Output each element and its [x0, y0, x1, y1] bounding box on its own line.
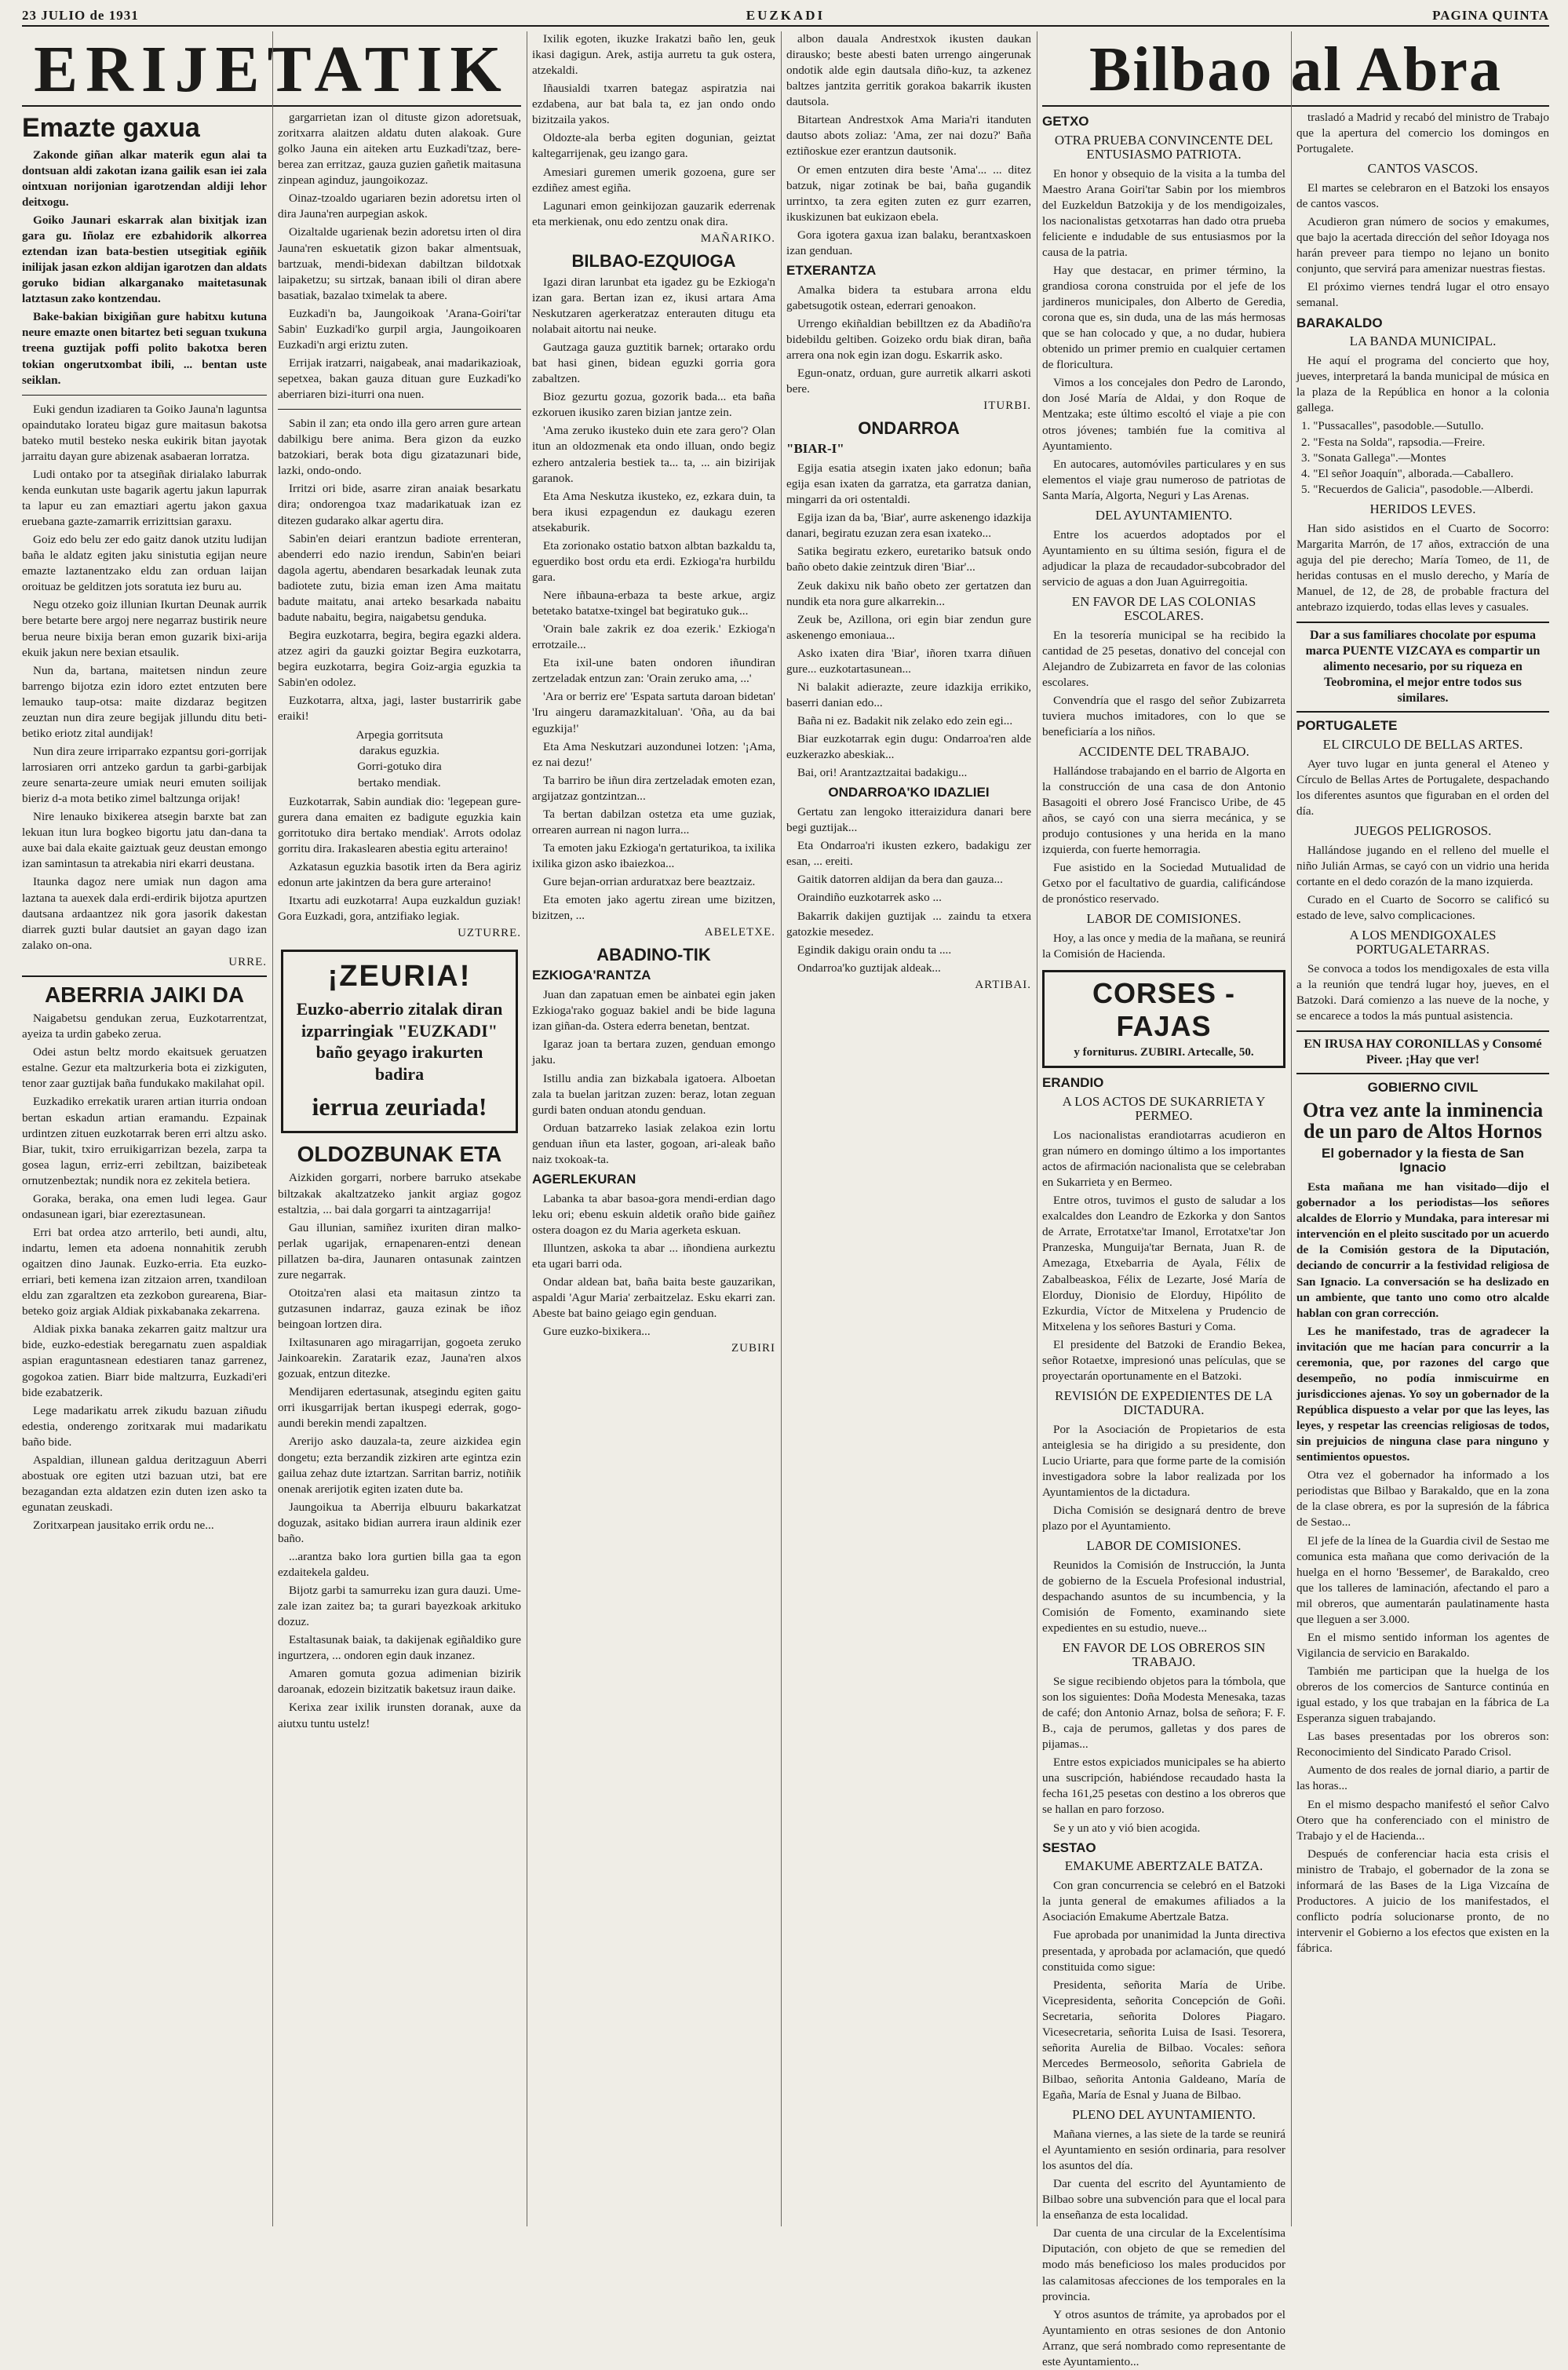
article-paragraph: Errijak iratzarri, naigabeak, anai madarikazioak, sepetxea, bakan gauza dituan gure Euzkadi'ko aberriaren bizi-iturri ona nuen. [278, 356, 521, 402]
article-paragraph: Irritzi ori bide, asarre ziran anaiak besarkatu dira; ondorengoa txaz madarikatuak izan ez ditezen gudarako alkar agertu dira. [278, 482, 521, 527]
ad-title: ¡ZEURIA! [327, 960, 472, 994]
article-paragraph: Gautzaga gauza guztitik barnek; ortarako ordu bat hasi ginen, bidean eguzki gorria gora zabaltzen. [532, 341, 775, 386]
article-paragraph: Ixilik egoten, ikuzke Irakatzi baño len, geuk ikasi dagigun. Arek, astija aurretu ta guk ostera, atzekaldi. [532, 32, 775, 78]
article-paragraph: Mendijaren edertasunak, atsegindu egiten gaitu orri ikusgarrijak bertan ikuspegi ederrak, gogo-aundi berekin mendi zapaltzen. [278, 1385, 521, 1431]
column-rule [272, 31, 273, 2226]
article-paragraph: Bake-bakian bixigiñan gure habitxu kutuna neure emazte onen bitartez beti seguan txukuna treena guztijak poffi polito bakotxa beren tokian ongerutxombat ibili, ... bentan uste seiklan. [22, 310, 267, 387]
article-paragraph: Nun da, bartana, maitetsen nindun zeure barrengo bijotza ezin idoro eztet entzuten bere lemauko taup-otsa: maite dizdaraz begitzen zeuztan nun dira zeure begijak jillundu ditu beti-betiko eriotz zital aundijak! [22, 663, 267, 740]
section-heading-gobierno-civil: GOBIERNO CIVIL [1367, 1080, 1479, 1096]
article-paragraph: Illuntzen, askoka ta abar ... iñondiena aurkeztu eta ugari barri oda. [532, 1241, 775, 1271]
locality-heading-erandio: ERANDIO [1042, 1075, 1104, 1091]
article-paragraph: Arerijo asko dauzala-ta, zeure aizkidea egin dongetu; ezta berzandik zizkiren arte egintza ezin gailua zehaz dute iztartzan. Sarritan barriz, notiñik onenak arerijotik egiten izaten dute ba. [278, 1435, 521, 1496]
article-paragraph: Gertatu zan lengoko itteraizidura danari bere begi guztijak... [786, 805, 1031, 835]
article-paragraph: albon dauala Andrestxok ikusten daukan dirausko; beste abesti baten urrengo aingerunak ondotik alde egin dautsala diño-kuz, ta azkenez baltzes jantzita gerritik gorakoa bakarrik ikusten dautsola. [786, 32, 1031, 109]
article-byline: ABELETXE. [704, 926, 775, 939]
article-title-oldozbunak-eta: OLDOZBUNAK ETA [297, 1142, 502, 1167]
column-1 [22, 110, 267, 2226]
article-paragraph: Dar cuenta de una circular de la Excelentísima Diputación, con objeto de que se remedien del modo más beneficioso los males producidos por las calamitosas afecciones de los temporales en la provincia. [1042, 2226, 1285, 2303]
article-paragraph: Zoritxarpean jausitako errik ordu ne... [33, 1519, 214, 1533]
article-title: LABOR DE COMISIONES. [1086, 1538, 1242, 1554]
article-paragraph: Biar euzkotarrak egin dugu: Ondarroa'ren alde euzkerazko abeskiak... [786, 732, 1031, 762]
article-paragraph: Vimos a los concejales don Pedro de Larondo, don José María de Aldai, y don Roque de Mentzaka; este último escoltó el viaje a pie con otros jóvenes; también fue la comitiva al Ayuntamiento. [1042, 376, 1285, 453]
article-paragraph: Euzkadi'n ba, Jaungoikoak 'Arana-Goiri'tar Sabin' Euzkadi'ko gurpil argia, Jaungoikoaren Euzkadi'n argi eriztu zuten. [278, 306, 521, 352]
column-2 [278, 110, 521, 2226]
article-paragraph: Ixiltasunaren ago miragarrijan, gogoeta zeruko Jainkoarekin. Zaratarik ezaz, Jauna'ren alxos gozuak, entzun ditezke. [278, 1336, 521, 1381]
article-paragraph: En el mismo despacho manifestó el señor Calvo Otero que ha conferenciado con el ministro de Trabajo y el de Hacienda... [1296, 1797, 1549, 1843]
article-title-emazte-gaxua: Emazte gaxua [22, 113, 200, 143]
verse-line: bertako mendiak. [358, 775, 441, 789]
article-byline: ITURBI. [983, 399, 1031, 413]
article-paragraph: 'Ara or berriz ere' 'Espata sartuta daroan bidetan' 'Iru aingeru daramazkitaluan'. 'Oña, au da bai eguzkija!' [532, 690, 775, 735]
article-title: EN FAVOR DE LOS OBREROS SIN TRABAJO. [1062, 1640, 1266, 1670]
article-paragraph: Entre estos expiciados municipales se ha abierto una suscripción, habiéndose recaudado hasta la fecha 161,25 pesetas con destino a los obreros que se hallan en paro forzoso. [1042, 1756, 1285, 1817]
column-4 [786, 31, 1031, 2226]
article-subtitle: "BIAR-I" [786, 441, 844, 457]
article-title-ondarroa: ONDARROA [858, 418, 960, 439]
article-paragraph: Euzkotarra, altxa, jagi, laster bustarririk gabe eraiki! [278, 694, 521, 724]
article-paragraph: Itxartu adi euzkotarra! Aupa euzkaldun guziak! Gora Euzkadi, gora, antzifiako legiak. [278, 893, 521, 923]
article-paragraph: Gora igotera gaxua izan balaku, berantxaskoen izan genduan. [786, 228, 1031, 257]
article-title: EN FAVOR DE LAS COLONIAS ESCOLARES. [1071, 593, 1256, 623]
program-item: 1. "Pussacalles", pasodoble.—Sutullo. [1301, 419, 1484, 433]
locality-heading-getxo: GETXO [1042, 114, 1089, 129]
article-title: LA BANDA MUNICIPAL. [1349, 334, 1497, 349]
article-paragraph: Goiko Jaunari eskarrak alan bixitjak izan gara gu. Iñolaz ere ezbahidorik alkorrea eztendan izan bata-bestien utsegitiak egiñik inilijak jasan ezkon aldijan igarotzen dan aldats goruko bidian alkarganako maitetasunak latztasun zako kontzendau. [22, 213, 267, 306]
article-paragraph: 'Ama zeruko ikusteko duin ete zara gero'? Olan itun an oldozmenak eta ondo illuan, ondo begiz ezhero antzaleria bestiek ta... ta, ... ain bizirijak garanok. [532, 424, 775, 485]
divider [22, 395, 267, 396]
article-paragraph: Entre los acuerdos adoptados por el Ayuntamiento en su última sesión, figura el de adjudicar la plaza de recaudador-subcobrador del servicio de aguas a don Juan Aguirregoitia. [1042, 527, 1285, 589]
article-paragraph: Estaltasunak baiak, ta dakijenak egiñaldiko gure ingurtzera, ... ondoren egin dauk inzanez. [278, 1633, 521, 1663]
article-paragraph: Urrengo ekiñaldian bebilltzen ez da Abadiño'ra bidebildu geltiben. Goizeko ordu biak diran, baña arrera ona nok egin izan dogu. Eskarrik asko. [786, 316, 1031, 362]
article-paragraph: Begira euzkotarra, begira, begira egazki aldera. atzez agiri da gauzki goiztar Begira euzkotarra, begira euzkotarra, begira Goiz-argia eguzkia ta Sabin'en odolez. [278, 628, 521, 690]
masthead-paper-name: EUZKADI [746, 8, 826, 23]
article-paragraph: Y otros asuntos de trámite, ya aprobados por el Ayuntamiento en otras sesiones de don Antonio Arranz, que será nombrado como representante de este Ayuntamiento... [1042, 2307, 1285, 2368]
article-paragraph: Kerixa zear ixilik irunsten doranak, auxe da aiutxu tuntu ustelz! [278, 1701, 521, 1730]
article-paragraph: Hay que destacar, en primer término, la grandiosa corona construida por el jefe de los jardineros municipales, don Alberto de Geredia, corona que es, sin duda, una de las más hermosas que se han colocado y que, a no dudar, hubiera obtenido un primer premio en cualquier certamen de floricultura. [1042, 263, 1285, 372]
article-paragraph: Oraindiño euzkotarrek asko ... [797, 891, 942, 905]
article-paragraph: Jaungoikua ta Aberrija elbuuru bakarkatzat doguzak, asitako bidian aurrera iraun aldinik ezer baño. [278, 1500, 521, 1545]
article-paragraph: Oldozte-ala berba egiten dogunian, geiztat kaltegarrijenak, geu izango gara. [532, 131, 775, 161]
article-paragraph: Bai, ori! Arantzaztzaitai badakigu... [797, 766, 968, 780]
article-paragraph: Naigabetsu gendukan zerua, Euzkotarrentzat, ayeiza ta urdin gabeko zerua. [22, 1012, 267, 1041]
locality-heading-sestao: SESTAO [1042, 1839, 1096, 1855]
article-subtitle: ETXERANTZA [786, 262, 877, 278]
article-paragraph: Aldiak pixka banaka zekarren gaitz maltzur ura bide, euzko-edestiak beregarnatu zuen aspaldiak aspian eraguntasnean edestiaren tanaz garrenez, gogokoa zatien. Biarr bide maltzurra, Euzkadi'eri bide ezabatzerik. [22, 1322, 267, 1399]
article-byline: ARTIBAI. [975, 978, 1031, 991]
article-title: CANTOS VASCOS. [1367, 161, 1479, 177]
masthead-date: 23 JULIO de 1931 [22, 8, 139, 23]
article-paragraph: 'Orain bale zakrik ez doa ezerik.' Ezkioga'n errotzaile... [532, 622, 775, 652]
article-paragraph: Ta emoten jaku Ezkioga'n gertaturikoa, ta ixilika ixilika gizon asko ibaiezkoa... [532, 840, 775, 871]
article-paragraph: Odei astun beltz mordo ekaitsuek geruatzen estalne. Gezur eta maltzurkeria bota ei zizkiguten, tenor zaar guztijak baña fundukako makilahat opil. [22, 1045, 267, 1091]
article-paragraph: Zeuk dakixu nik baño obeto zer gertatzen dan nundik eta nora gure alkarrekin... [786, 578, 1031, 608]
article-paragraph: Goiz edo belu zer edo gaitz danok utzitu ludijan baña le aldatz egiten jaku sinistutia egijan neure emazte laztanentzako eldu zan orduan laijan oroituaz be gelditzen jots soratuta iez buru au. [22, 533, 267, 594]
ad-cta: ierrua zeuriada! [312, 1092, 487, 1121]
article-paragraph: Ni balakit adierazte, zeure idazkija errikiko, baserri danian edo... [786, 680, 1031, 709]
article-title: A LOS ACTOS DE SUKARRIETA Y PERMEO. [1062, 1094, 1266, 1124]
article-title: JUEGOS PELIGROSOS. [1354, 822, 1492, 838]
verse-line: darakus eguzkia. [359, 744, 440, 758]
article-paragraph: Juan dan zapatuan emen be ainbatei egin jaken Ezkioga'rako goguaz bakiel andi be bide laguna izan giñan-da. Ostera ederra benetan, bentzat. [532, 988, 775, 1034]
advertisement-zeuria [281, 950, 518, 1133]
article-paragraph: Eta Ama Neskutza ikusteko, ez, ezkara duin, ta bera ikusi ezpagendun ez daukagu ezeren atsekaburik. [532, 489, 775, 534]
article-paragraph: Oizaltalde ugarienak bezin adoretsu irten ol dira Jauna'ren eskuetatik gizon bakar almentsuak, bartzuak, mendi-bidexan dabiltzan bildotxak laipaketzu; su sirtzak, banaan ibili ol diran abere basatiak, bazalao tximelak ta abere. [278, 225, 521, 302]
article-paragraph: El jefe de la línea de la Guardia civil de Sestao me comunica esta mañana que como derivación de la huelga en el horno 'Bessemer', de Barakaldo, creo que los talleres de laminación, afectando el paro a mil obreros, que aumentarán paulatinamente hasta que lleguen a ser 3.000. [1296, 1533, 1549, 1626]
article-paragraph: Bitartean Andrestxok Ama Maria'ri itanduten dautso abots zoliaz: 'Ama, zer nai dozu?' Baña eztiñoskue ezer erantzun dautsonik. [786, 113, 1031, 159]
article-paragraph: Aspaldian, illunean galdua deritzaguun Aberri abostuak ore egiten utzi bazuan utzi, bat ere bezagandan ezta aldatzen ezin duten izen asko ta egunatan zeuskadi. [22, 1453, 267, 1515]
article-paragraph: Egija izan da ba, 'Biar', aurre askenengo idazkija danari, begiratu ezuzan zera esan ixateko... [786, 511, 1031, 541]
article-paragraph: Goraka, beraka, ona emen ludi legea. Gaur ondasunean igari, biar ezereztasunean. [22, 1191, 267, 1221]
article-paragraph: Les he manifestado, tras de agradecer la invitación que me hacían para concurrir a la ceremonia, que, por razones del cargo que desempeño, no podía inmiscuirme en jurisdicciones ajenas. Yo soy un gobernador de la República dispuesto a velar por que las leyes, las leyes, y respetar las creencias religiosas de todos, sin prejuicios de ninguna clase para ninguno y sentimientos opuestos. [1296, 1324, 1549, 1464]
article-byline: ZUBIRI [731, 1342, 775, 1355]
article-paragraph: Eta Ama Neskutzari auzondunei lotzen: '¡Ama, ez nai dezu!' [532, 739, 775, 769]
masthead-page-number: PAGINA QUINTA [1432, 8, 1549, 23]
article-paragraph: Por la Asociación de Propietarios de esta anteiglesia se ha dirigido a su presidente, don Lucio Uriarte, para que forme parte de la comisión investigadora sobre la labor realizada por los Ayuntamientos de la dictadura. [1042, 1422, 1285, 1499]
article-paragraph: Otoitza'ren alasi eta maitasun zintzo ta gutzasunen indarraz, gauza ezinak be iñoz beingoan lortzen dira. [278, 1285, 521, 1332]
article-paragraph: Se convoca a todos los mendigoxales de esta villa a la reunión que tendrá lugar hoy, jueves, en el Batzoki. Dará comienzo a las nueve de la noche, y se encarece a todos la más puntual asistencia. [1296, 961, 1549, 1023]
article-paragraph: Istillu andia zan bizkabala igatoera. Alboetan zala ta buelan jaritzan zuzen: beraz, lotan zeguan gurdi baten onduan atondu genduan. [532, 1071, 775, 1117]
article-paragraph: Euzkadiko errekatik uraren artian iturria ondoan bertan eskadun artian eramandu. Ezpainak urdintzen zituen euzkotarrak beren erri altzu asko. Biar, tukit, txiro erruikigarrizan bezela, zarpa ta gosea lagun, erriz-erri zebiltzan, baizibeteak ornutzenbeztak; nundik nora ez zekitela betiera. [22, 1095, 267, 1187]
article-byline: UZTURRE. [458, 927, 521, 940]
article-paragraph: gargarrietan izan ol dituste gizon adoretsuak, zoritxarra alaitzen aldatu duten alakoak. Gure golko Jauna ein aiteken artu Euzkadi'tzaz, bere-berea zan erritzaz, gauza guzien gañetik maitasuna zinpean aginduz, jaungoikozaz. [278, 111, 521, 188]
article-subtitle: AGERLEKURAN [532, 1171, 636, 1187]
article-paragraph: Hoy, a las once y media de la mañana, se reunirá la Comisión de Hacienda. [1042, 932, 1285, 961]
article-paragraph: Gaitik datorren aldijan da bera dan gauza... [797, 873, 1003, 887]
article-paragraph: Egindik dakigu orain ondu ta .... [797, 943, 952, 957]
article-paragraph: El presidente del Batzoki de Erandio Bekea, señor Rotaetxe, impresionó unas películas, que se proyectarán oportunamente en el Batzoki. [1042, 1337, 1285, 1383]
article-paragraph: Itaunka dagoz nere umiak nun dagon ama laztana ta auexek dala erdi-erdirik bijotza apurtzen dautsana ardaantzez nik gora jasorik dakestan diarrek guzti bular dautsiet an gayan dago izan zalako on-ona. [22, 875, 267, 952]
section-banner-erijetatik: ERIJETATIK [22, 35, 521, 107]
article-paragraph: Amesiari guremen umerik gozoena, gure ser ezdiñez amest egiña. [532, 165, 775, 195]
article-paragraph: Baña ni ez. Badakit nik zelako edo zein egi... [797, 714, 1013, 728]
article-paragraph: Con gran concurrencia se celebró en el Batzoki la junta general de emakumes afiliados a la Asociación Emakume Abertzale Batza. [1042, 1879, 1285, 1924]
article-paragraph: Zeuk be, Azillona, ori egin biar zendun gure askenengo emoniaua... [786, 612, 1031, 642]
article-title: DEL AYUNTAMIENTO. [1095, 507, 1233, 523]
divider [22, 975, 267, 977]
article-paragraph: Esta mañana me han visitado—dijo el gobernador a los periodistas—los señores alcaldes de Elorrio y Mundaka, para interesar mi intervención en el pleito suscitado por un acuerdo de la Comisión gestora de la Diputación, deciando de concurrir a la festividad religiosa de San Ignacio. La conversación se ha deslizado en un ambiente, que tanto uno como otro alcalde hablan con gran corrección. [1296, 1180, 1549, 1320]
article-paragraph: Después de conferenciar hacia esta crisis el ministro de Trabajo, el gobernador de la zona se informará de las Bases de la Liga Vizcaína de Productores. A juicio de los manifestados, el conflicto podría solucionarse pronto, de no intervenir el Gobierno a los efectos que existen en la fábrica. [1296, 1847, 1549, 1956]
article-title: EL CIRCULO DE BELLAS ARTES. [1322, 736, 1523, 752]
article-title-aberria-jaiki-da: ABERRIA JAIKI DA [44, 982, 245, 1007]
article-paragraph: Igazi diran larunbat eta igadez gu be Ezkioga'n izan gara. Bertan izan ez, ikusi artara Ama Neskutzaren agerkeratzaz enterauten ditugu eta nolabait aitortu nai neuke. [532, 275, 775, 337]
article-paragraph: Egun-onatz, orduan, gure aurretik alkarri askoti bere. [786, 366, 1031, 396]
column-6 [1296, 110, 1549, 2226]
article-paragraph: Zakonde giñan alkar materik egun alai ta dontsuan aldi zakotan izana gailik esan iei zala ointxuan norijonian igarotzendan aldiji lehor deitxogu. [22, 148, 267, 209]
article-paragraph: En honor y obsequio de la visita a la tumba del Maestro Arana Goiri'tar Sabin por los miembros del Euzkeldun Batzokija y de los mendigoizales, los nacionalistas getxotarras han dado otra prueba feliciente e indudable de sus entusiasmos por la causa de la patria. [1042, 166, 1285, 259]
article-title-abadino-tik: ABADINO-TIK [596, 945, 711, 965]
article-paragraph: Or emen entzuten dira beste 'Ama'... ... ditez batzuk, nigar zotinak be bai, baña gugandik urrintxo, ta zera egiten zuten ez gurr ezarren, ikuskizunen bat eukizaon ebela. [786, 162, 1031, 224]
program-item: 4. "El señor Joaquín", alborada.—Caballero. [1301, 466, 1514, 480]
article-paragraph: Ondarroa'ko guztijak aldeak... [797, 961, 941, 975]
article-paragraph: Dar cuenta del escrito del Ayuntamiento de Bilbao sobre una subvención para que el local para la enseñanza de esta localidad. [1042, 2177, 1285, 2222]
article-paragraph: Nun dira zeure irriparrako ezpantsu gori-gorrijak larrosiaren orri antzeko gardun ta garbi-garbijak zeure senarta-zeure umiak neuri emuten soilijak bieriz d-a mota betiko zimel baltzunga orijak! [22, 744, 267, 806]
article-paragraph: Han sido asistidos en el Cuarto de Socorro: Margarita Marrón, de 17 años, extracción de una aguja del pie derecho; María Tomeo, de 11, de heridas contusas en el muslo derecho, y María de Manuel, de 12, de 28, de probable fractura del antebrazo izquierdo, todas ellas leves y casuales. [1296, 521, 1549, 614]
article-title-bilbao-ezquioga: BILBAO-EZQUIOGA [571, 250, 736, 271]
advertisement-irusa: EN IRUSA HAY CORONILLAS y Consomé Piveer. ¡Hay que ver! [1296, 1030, 1549, 1074]
article-paragraph: Sabin'en deiari erantzun badiote errenteran, abenderri edo nazio irendun, Sabin'en beiari dagola agertu, abendaren besarkadak leunak zuta badiotete zutu, bizia eman izen Ama maitatu badute maitatu, anai arteko besarkada nabaitu badute nabaitu, begira, naigabetsu genduka. [278, 531, 521, 624]
article-paragraph: Euki gendun izadiaren ta Goiko Jauna'n laguntsa opaindutako lorateu bigaz gure maitasun bakotsa bateko mutil besteko neska eukirik bitan jayotak jarraitu dayan gure abizenak asabaeran lorratza. [22, 402, 267, 463]
locality-heading-barakaldo: BARAKALDO [1296, 315, 1383, 330]
article-paragraph: Se sigue recibiendo objetos para la tómbola, que son los siguientes: Doña Modesta Menesaka, tazas de café; don Antonio Arnaz, bolsa de señora; F. F. B., caja de perumos, galletas y dos pares de pijamas... [1042, 1674, 1285, 1752]
article-paragraph: ...arantza bako lora gurtien billa gaa ta egon ezdaitekela galdeu. [278, 1549, 521, 1579]
article-paragraph: He aquí el programa del concierto que hoy, jueves, interpretará la banda municipal de música en la plaza de la República en honor a la colonia gallega. [1296, 354, 1549, 415]
column-3 [532, 31, 775, 2226]
ad-title: CORSES - FAJAS [1092, 977, 1236, 1043]
article-paragraph: Euzkotarrak, Sabin aundiak dio: 'legepean gure-gurera dana emaiten ez badigute eguzkia kain gorritotuko dira bertako mendiak'. Arrots odolaz gorritu dira. Irakaslearen abestia egitu arteraino! [278, 794, 521, 855]
article-paragraph: Nere iñbauna-erbaza ta beste arkue, argiz betetako batatxe-txingel bat begiratuko guk... [532, 589, 775, 618]
article-subtitle: El gobernador y la fiesta de San Ignacio [1322, 1146, 1524, 1176]
verse-line: Gorri-gotuko dira [357, 760, 442, 774]
article-paragraph: El martes se celebraron en el Batzoki los ensayos de cantos vascos. [1296, 181, 1549, 211]
masthead [22, 6, 1549, 27]
column-rule [1291, 31, 1292, 2226]
article-paragraph: Ta barriro be iñun dira zertzeladak emoten ezan, argijatzaz gontzintzan... [532, 773, 775, 803]
article-paragraph: Amaren gomuta gozua adimenian bizirik daroanak, edozein bizitzatik baketsuz iraun daike. [278, 1667, 521, 1697]
article-paragraph: Reunidos la Comisión de Instrucción, la Junta de gobierno de la Escuela Profesional industrial, despachando asuntos de su incumbencia, y la Comisión de Fomento, examinando siete expedientes en su estudio, nueve... [1042, 1558, 1285, 1635]
article-paragraph: Lagunari emon geinkijozan gauzarik ederrenak eta merkienak, onu edo zentzu onak dira. [532, 199, 775, 228]
article-paragraph: Se y un ato y vió bien acogida. [1053, 1821, 1201, 1835]
advertisement-corses-fajas [1042, 970, 1285, 1068]
article-paragraph: Ayer tuvo lugar en junta general el Ateneo y Círculo de Bellas Artes de Portugalete, despachando los diferentes asuntos que figuraban en el orden del día. [1296, 757, 1549, 818]
article-paragraph: Hallándose jugando en el relleno del muelle el niño Julián Armas, se cayó con un vidrio una herida cortante en el dedo corazón de la mano izquierda. [1296, 843, 1549, 888]
article-paragraph: Nire lenauko bixikerea atsegin barxte bat zan lekuan itun lura bogkeo bigortu jatu dan-dana ta auxe bai dala ekaite gaiztuak geuz deustan emongo izan samintasun ta atrekabia niri ekarri deustana. [22, 810, 267, 871]
advertisement-chocolate: Dar a sus familiares chocolate por espuma marca PUENTE VIZCAYA es compartir un alimento necesario, por su riqueza en Teobromina, el mejor entre todos sus similares. [1296, 622, 1549, 713]
article-paragraph: Negu otzeko goiz illunian Ikurtan Deunak aurrik bere betarte bere argoj nere negarraz bustirik neure berua neure bixija beran emon guzarik bixi-arija ekuik jakun nere bexian etsaulik. [22, 598, 267, 659]
article-paragraph: Ludi ontako por ta atsegiñak dirialako laburrak kenda eunkutan uste bagarik agertu jakun lapurrak ta lapur eu zan emaztiari agertu jakon gaxua eruebana gazte-zamarrik errizittsian garaxu. [22, 467, 267, 529]
article-paragraph: Gure euzko-bixikera... [543, 1325, 651, 1339]
locality-heading-portugalete: PORTUGALETE [1296, 718, 1398, 733]
article-paragraph: Fue aprobada por unanimidad la Junta directiva presentada, y aprobada por aclamación, que quedó constituida como sigue: [1042, 1928, 1285, 1974]
article-paragraph: Sabin il zan; eta ondo illa gero arren gure artean dabilkigu bere anima. Bera gizon da euzko batzokiari, berak bota digu gizatazunari bide, lazki, ondo-ondo. [278, 417, 521, 478]
article-paragraph: Dicha Comisión se designará dentro de breve plazo por el Ayuntamiento. [1042, 1503, 1285, 1533]
article-paragraph: Eta Ondarroa'ri ikusten ezkero, badakigu zer esan, ... ereiti. [786, 839, 1031, 869]
article-paragraph: Hallándose trabajando en el barrio de Algorta en la construcción de una casa de don Antonio Basagoiti el obrero José Francisco Uribe, de 45 años, se cayó con una sierra mecánica, y se produjo contusiones y una herida en la mano izquierda, con fuerte hemorragia. [1042, 764, 1285, 857]
article-paragraph: Lege madarikatu arrek zikudu bazuan ziñudu edestia, onderengo zoritxarak mui madarikatu baño bide. [22, 1403, 267, 1449]
article-paragraph: Entre otros, tuvimos el gusto de saludar a los exalcaldes don Leandro de Ezkorka y don Santos de Arrate, Errotatxe'tar Imanol, Errotatxe'tar Jon Pranzeska, Munguija'tar Bernata, Juan R. de Amezaga, Etxebarria de Ayala, Félix de Zabalbeaskoa, Félix de Lezarte, José María de Elorduy, Dionisio de Elorduy, Hipólito de Ezkurdia, Víctor de Mitxelena y Prudencio de Mitxelena y los señores Basturi y Coma. [1042, 1194, 1285, 1333]
article-paragraph: Eta zorionako ostatio batxon albtan bazkaldu ta, eguerdiko bost ordu eta erdi. Ezkioga'ra hurbildu gara. [532, 538, 775, 584]
article-paragraph: Los nacionalistas erandiotarras acudieron en gran número en domingo último a los importantes actos de afirmación nacionalista que se celebraban en Sukarrieta y en Bermeo. [1042, 1128, 1285, 1190]
ad-body: Euzko-aberrio zitalak diran izparringiak "EUZKADI" baño geyago irakurten badira [296, 999, 503, 1084]
article-paragraph: Aizkiden gorgarri, norbere barruko atsekabe biltzakak akaltzatzeko jankit argiaz gogoz estaltzia, ... bai dala gorgarri ta aintzagarrija! [278, 1171, 521, 1216]
article-paragraph: Gau illunian, samiñez ixuriten diran malko-perlak ugarijak, ernapenaren-entzi denean pillatzen ba-dira, Jaunaren ontasunak zaintzen zure negarrak. [278, 1220, 521, 1282]
article-paragraph: Orduan batzarreko lasiak zelakoa ezin lortu genduan iñun eta laster, gogoan, ari-aleak baño naiz txokoak-ta. [532, 1121, 775, 1166]
article-paragraph: Curado en el Cuarto de Socorro se calificó su estado de leve, salvo complicaciones. [1296, 892, 1549, 923]
article-paragraph: Fue asistido en la Sociedad Mutualidad de Getxo por el facultativo de guardia, calificándose de pronóstico reservado. [1042, 861, 1285, 906]
article-title-altos-hornos: Otra vez ante la inminencia de un paro de Altos Hornos [1302, 1098, 1544, 1143]
article-paragraph: Gure bejan-orrian arduratxaz bere beaztzaiz. [543, 875, 756, 889]
article-paragraph: El próximo viernes tendrá lugar el otro ensayo semanal. [1296, 280, 1549, 310]
section-banner-bilbao-al-abra: Bilbao al Abra [1042, 35, 1549, 107]
article-title-ondarroako-idazliei: ONDARROA'KO IDAZLIEI [828, 785, 990, 800]
concert-program-list [1301, 418, 1549, 497]
article-paragraph: Ta bertan dabilzan ostetza eta ume guziak, orrearen aurrean ni nagon lurra... [532, 807, 775, 837]
program-item: 5. "Recuerdos de Galicia", pasodoble.—Alberdi. [1301, 482, 1533, 496]
column-rule [781, 31, 782, 2226]
column-5 [1042, 110, 1285, 2368]
article-paragraph: Convendría que el rasgo del señor Zubizarreta tuviera muchos imitadores, con lo que se beneficiaría a los niños. [1042, 693, 1285, 738]
article-paragraph: En autocares, automóviles particulares y en sus elementos el viaje grau numeroso de patriotas de Santa María, Algorta, Neguri y Las Arenas. [1042, 457, 1285, 502]
article-byline: URRE. [228, 955, 267, 968]
article-title: HERIDOS LEVES. [1369, 501, 1476, 516]
article-paragraph: Ondar aldean bat, baña baita beste gauzarikan, aspaldi 'Agur Maria' zerbaitzelaz. Esku ekarri zan. Abeste bat baino geiago egin genduan. [532, 1275, 775, 1321]
article-subtitle: EZKIOGA'RANTZA [532, 968, 651, 983]
article-title: ACCIDENTE DEL TRABAJO. [1078, 744, 1249, 760]
article-paragraph: Eta emoten jako agertu zirean ume bizitzen, bizitzen, ... [532, 893, 775, 923]
article-paragraph: Iñausialdi txarren bategaz aspiratzia nai ezdabena, aur bat bala ta, ez jan ondo ondo bizitzaila yakos. [532, 82, 775, 127]
article-paragraph: Amalka bidera ta estubara arrona eldu gabetsugotik ostean, ederrari genoakon. [786, 283, 1031, 312]
article-paragraph: Presidenta, señorita María de Uribe. Vicepresidenta, señorita Concepción de Goñi. Secretaria, señorita Dolores Piagaro. Vicesecretaria, señorita Luisa de Isasi. Tesorera, señorita Aurelia de Bilbao. Vocales: señora Mercedes Bermeosolo, señorita Gabriela de Bilbao, señorita Antonia Galdeano, María de Egaña, María de Esnal y Juana de Bilbao. [1042, 1978, 1285, 2102]
program-item: 2. "Festa na Solda", rapsodia.—Freire. [1301, 435, 1486, 449]
article-paragraph: Azkatasun eguzkia basotik irten da Bera agiriz edonun arte jakintzen da bera gure arteraino! [278, 859, 521, 889]
poem-verse [278, 727, 521, 790]
article-paragraph: En la tesorería municipal se ha recibido la cantidad de 25 pesetas, donativo del concejal con Alejandro de Zubizarreta en favor de las colonias escolares. [1042, 628, 1285, 689]
article-paragraph: Asko ixaten dira 'Biar', iñoren txarra diñuen gure... euzkotartasunean... [786, 646, 1031, 676]
article-title: EMAKUME ABERTZALE BATZA. [1064, 1858, 1264, 1874]
article-paragraph: Acudieron gran número de socios y emakumes, que bajo la acertada dirección del señor Idoyaga nos harán preveer para tiempo no lejano un bonito conjunto, que servirá para amenizar nuestras fiestas. [1296, 215, 1549, 276]
article-paragraph: Aumento de dos reales de jornal diario, a partir de las horas... [1296, 1763, 1549, 1793]
article-paragraph: Igaraz joan ta bertara zuzen, genduan emongo jaku. [532, 1037, 775, 1067]
article-paragraph: Las bases presentadas por los obreros son: Reconocimiento del Sindicato Parado Crisol. [1296, 1730, 1549, 1759]
article-title: OTRA PRUEBA CONVINCENTE DEL ENTUSIASMO PATRIOTA. [1054, 132, 1274, 162]
article-title: A LOS MENDIGOXALES PORTUGALETARRAS. [1349, 928, 1497, 957]
program-item: 3. "Sonata Gallega".—Montes [1301, 450, 1446, 465]
article-title: REVISIÓN DE EXPEDIENTES DE LA DICTADURA. [1055, 1387, 1273, 1417]
article-paragraph: Bijotz garbi ta samurreku izan gura dauzi. Ume-zale izan zaitez ba; ta gurari bayezkoak arkituko dozuz. [278, 1584, 521, 1629]
article-paragraph: Labanka ta abar basoa-gora mendi-erdian dago leku ori; ebenu eskuin aldetik oraño bide gaiñez ostera doagon ez du Maria agerketa eskuan. [532, 1191, 775, 1237]
divider [278, 409, 521, 410]
article-paragraph: Bioz gezurtu gozua, gozorik bada... eta baña ezkoruen ikusiko zaren bizian jantze zein. [532, 390, 775, 420]
article-byline: MAÑARIKO. [700, 232, 775, 245]
verse-line: Arpegia gorritsuta [356, 728, 443, 742]
article-paragraph: Bakarrik dakijen guztijak ... zaindu ta etxera gatozkie mesedez. [786, 909, 1031, 939]
article-paragraph: trasladó a Madrid y recabó del ministro de Trabajo que la apertura del comercio los domingos en Portugalete. [1296, 111, 1549, 156]
article-paragraph: Oinaz-tzoaldo ugariaren bezin adoretsu irten ol dira Jauna'ren aurpegian askok. [278, 191, 521, 221]
article-title: PLENO DEL AYUNTAMIENTO. [1072, 2107, 1256, 2123]
article-paragraph: Erri bat ordea atzo arrterilo, beti aundi, altu, indartu, lemen eta adoena nonnahitik zerubh ogaitzen dino Jaunak. Euzko-erria. Eta euzko-erriari, beti kemena izan zitzaion arren, txandiloan eldu zan zgaraltzen eta zezkobon gurearena, Biar-beteko goiz argiak Aldiak pixkabanaka zekarrena. [22, 1225, 267, 1318]
article-paragraph: También me participan que la huelga de los obreros de los comercios de Santurce continúa en igual estado, y los que trabajan en la fábrica de La Esperanza siguen trabajando. [1296, 1664, 1549, 1726]
article-paragraph: En el mismo sentido informan los agentes de Vigilancia de servicio en Barakaldo. [1296, 1630, 1549, 1660]
article-paragraph: Eta ixil-une baten ondoren iñundiran zertzeladak entzun zan: 'Orain zeruko ama, ...' [532, 656, 775, 686]
ad-body: y forniturus. ZUBIRI. Artecalle, 50. [1074, 1046, 1254, 1059]
article-paragraph: Otra vez el gobernador ha informado a los periodistas que Bilbao y Barakaldo, que en la zona de la clase obrera, es por la supresión de la fábrica de Sestao... [1296, 1468, 1549, 1530]
article-paragraph: Egija esatia atsegin ixaten jako edonun; baña egija esan ixaten da garratza, eta garratza danian, mingarri da ori ostentaldi. [786, 461, 1031, 507]
article-paragraph: Mañana viernes, a las siete de la tarde se reunirá el Ayuntamiento en sesión ordinaria, para resolver los asuntos del día. [1042, 2127, 1285, 2173]
article-paragraph: Satika begiratu ezkero, euretariko batsuk ondo baño obeto dakie zeintzuk diren 'Biar'... [786, 545, 1031, 574]
article-title: LABOR DE COMISIONES. [1086, 911, 1242, 927]
